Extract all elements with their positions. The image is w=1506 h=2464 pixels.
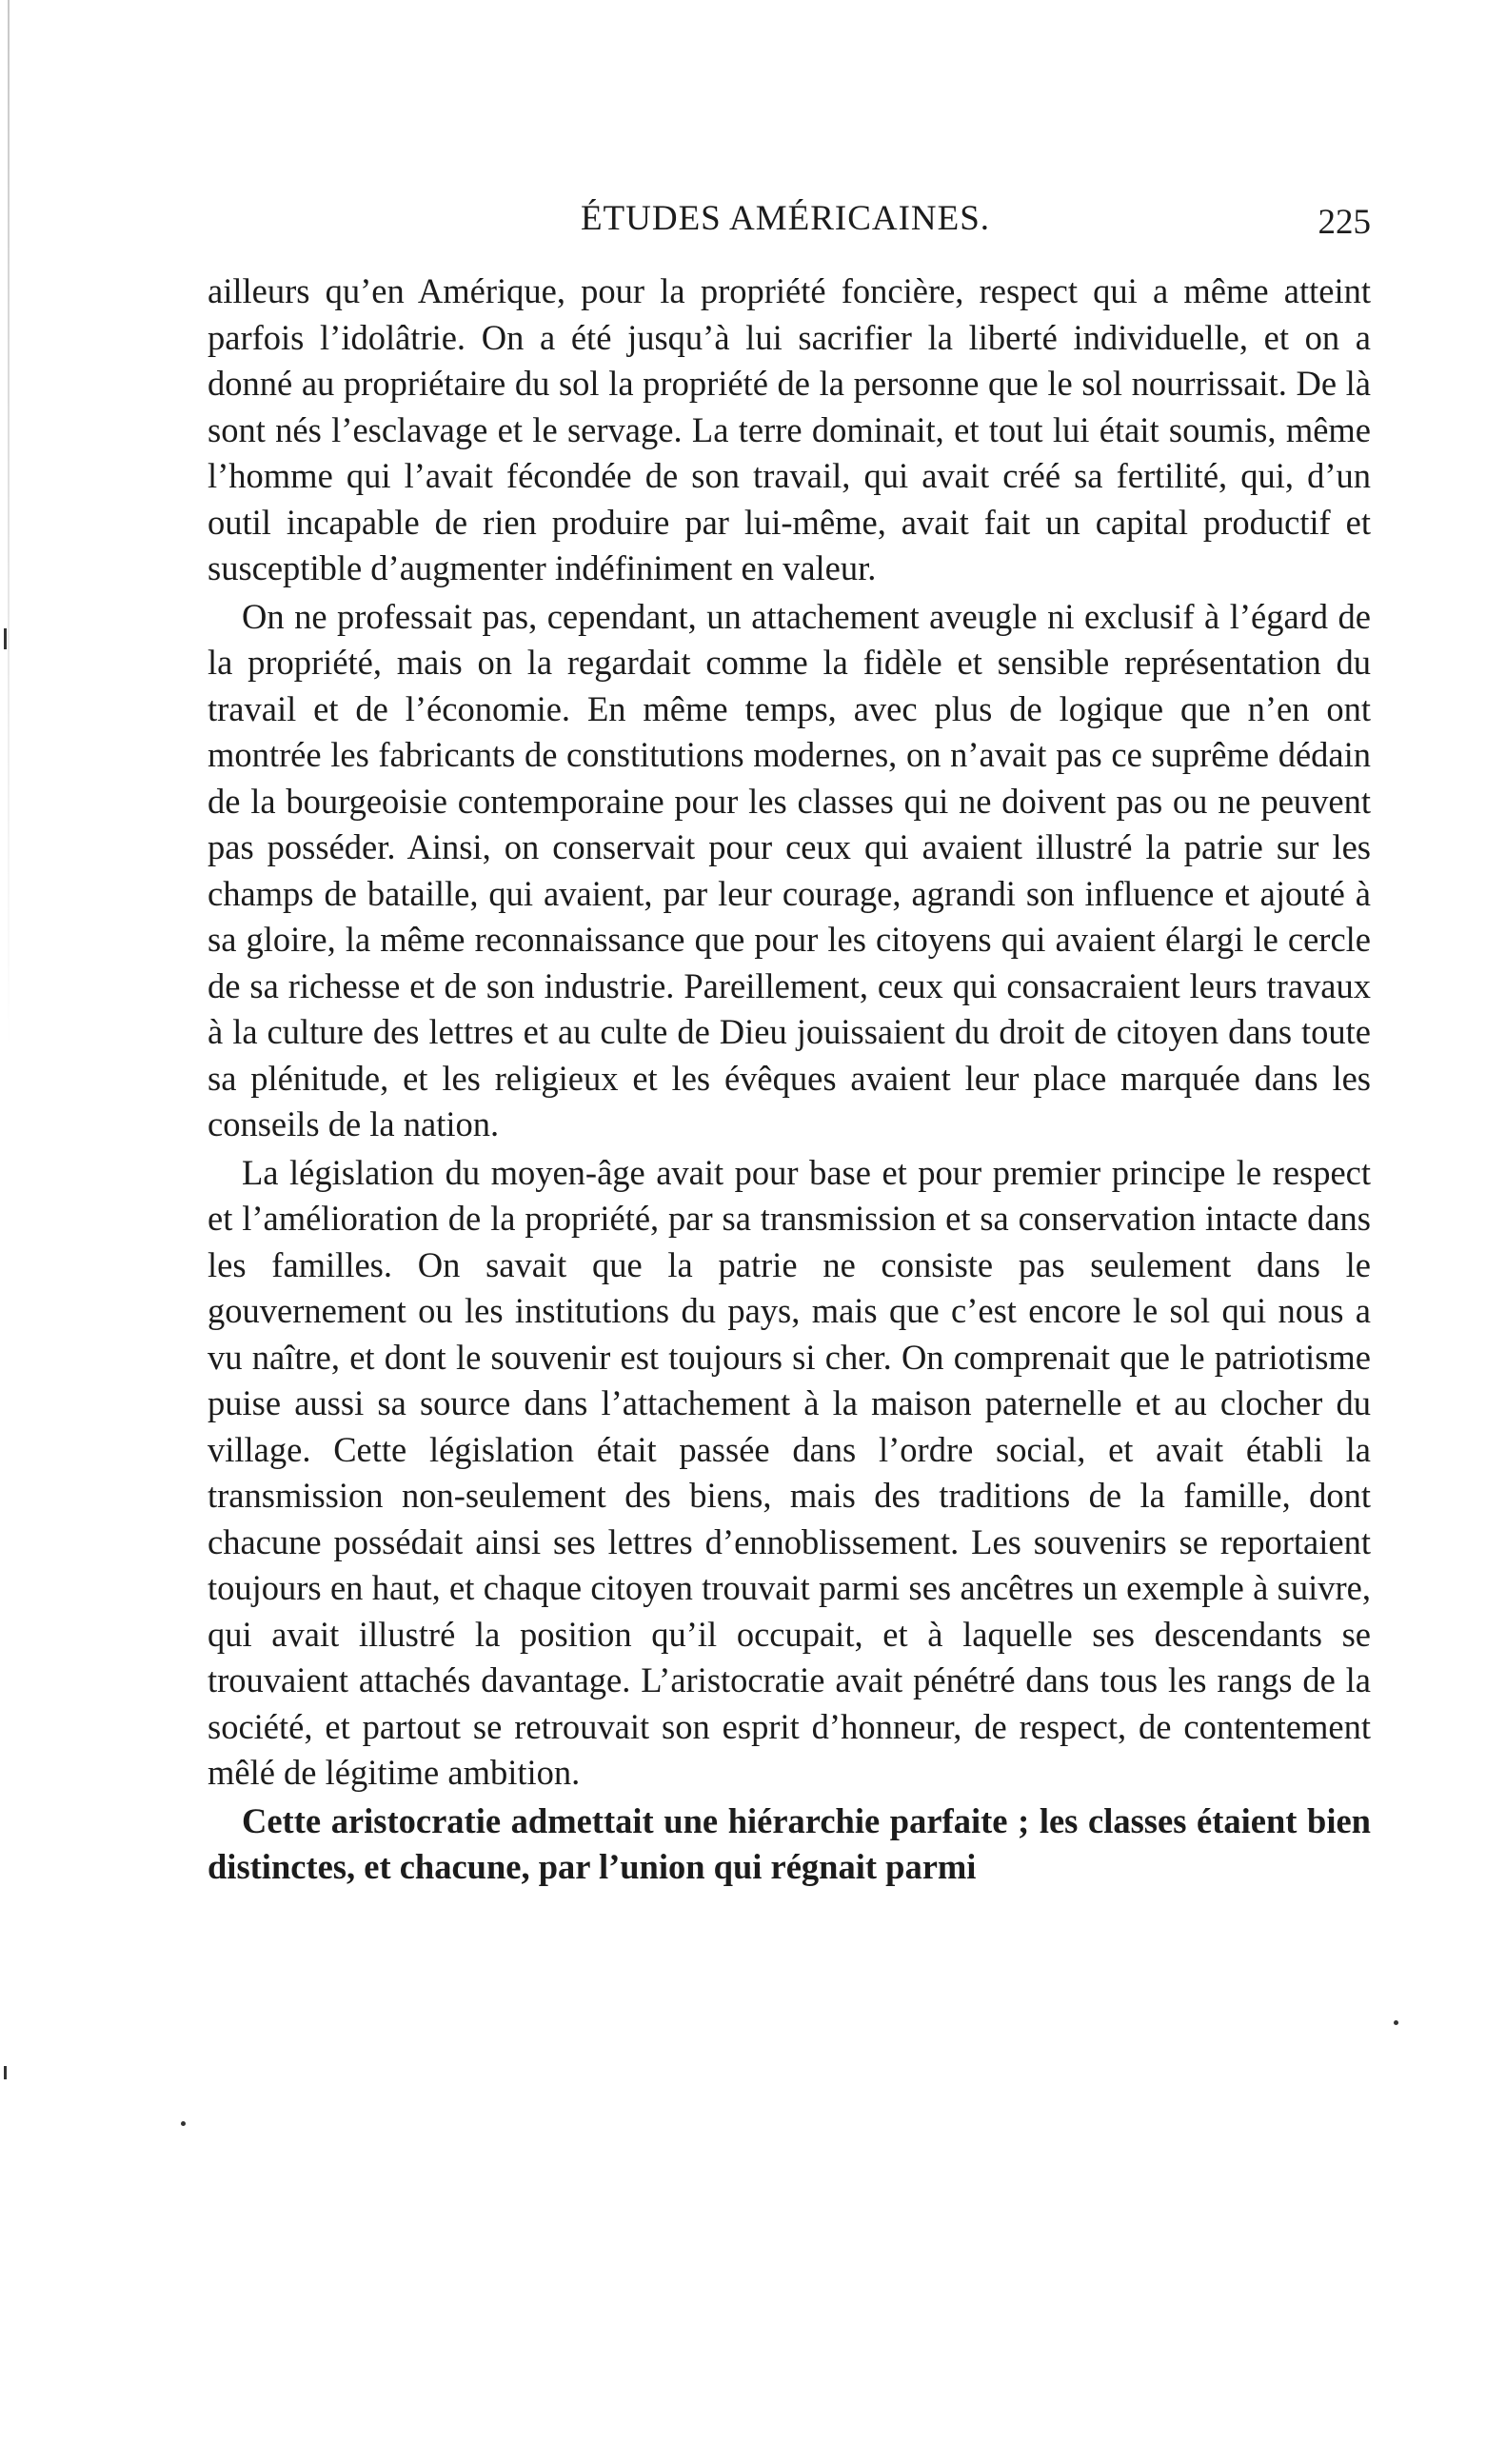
paragraph: ailleurs qu’en Amérique, pour la propriété foncière, respect qui a même atteint parfois l’idolâtrie. On a été jusqu’à lui sacrifier la liberté individuelle, et on a donné au propriétaire du sol la propriété de la personne que le sol nourrissait. De là sont nés l’esclavage et le servage. La terre dominait, et tout lui était soumis, même l’homme qui l’avait fécondée de son travail, qui avait créé sa fertilité, qui, d’un outil incapable de rien produire par lui-même, avait fait un capital productif et susceptible d’augmenter indéfiniment en valeur. (208, 271, 1371, 587)
stray-mark (181, 2121, 186, 2126)
paragraph: On ne professait pas, cependant, un attachement aveugle ni exclusif à l’égard de la propriété, mais on la regardait comme la fidèle et sensible représentation du travail et de l’économie. En même temps, avec plus de logique que n’en ont montrée les fabricants de constitutions modernes, on n’avait pas ce suprême dédain de la bourgeoisie contemporaine pour les classes qui ne doivent pas ou ne peuvent pas posséder. Ainsi, on conservait pour ceux qui avaient illustré la patrie sur les champs de bataille, qui avaient, par leur courage, agrandi son influence et ajouté à sa gloire, la même reconnaissance que pour les citoyens qui avaient élargi le cercle de sa richesse et de son industrie. Pareillement, ceux qui consacraient leurs travaux à la culture des lettres et au culte de Dieu jouissaient du droit de citoyen dans toute sa plénitude, et les religieux et les évêques avaient leur place marquée dans les conseils de la nation. (208, 596, 1371, 1143)
page-number: 225 (1318, 203, 1371, 242)
paragraph: La législation du moyen-âge avait pour base et pour premier principe le respect et l’amélioration de la propriété, par sa transmission et sa conservation intacte dans les familles. On savait que la patrie ne consiste pas seulement dans le gouvernement ou les institutions du pays, mais que c’est encore le sol qui nous a vu naître, et dont le souvenir est toujours si cher. On comprenait que le patriotisme puise aussi sa source dans l’attachement à la maison paternelle et au clocher du village. Cette législation était passée dans l’ordre social, et avait établi la transmission non-seulement des biens, mais des traditions de la famille, dont chacune possédait ainsi ses lettres d’ennoblissement. Les souvenirs se reportaient toujours en haut, et chaque citoyen trouvait parmi ses ancêtres un exemple à suivre, qui avait illustré la position qu’il occupait, et à laquelle ses descendants se trouvaient attachés davantage. L’aristocratie avait pénétré dans tous les rangs de la société, et partout se retrouvait son esprit d’honneur, de respect, de contentement mêlé de légitime ambition. (208, 1152, 1371, 1792)
body-text (208, 268, 1371, 1891)
page-header (200, 198, 1371, 255)
paragraph: Cette aristocratie admettait une hiérarchie parfaite ; les classes étaient bien distinctes, et chacune, par l’union qui régnait parmi (208, 1800, 1371, 1886)
stray-mark (1394, 2020, 1398, 2025)
edge-mark (4, 628, 7, 649)
page-binding-edge (8, 0, 10, 1047)
edge-mark (4, 2066, 7, 2079)
running-title: ÉTUDES AMÉRICAINES. (580, 199, 991, 238)
